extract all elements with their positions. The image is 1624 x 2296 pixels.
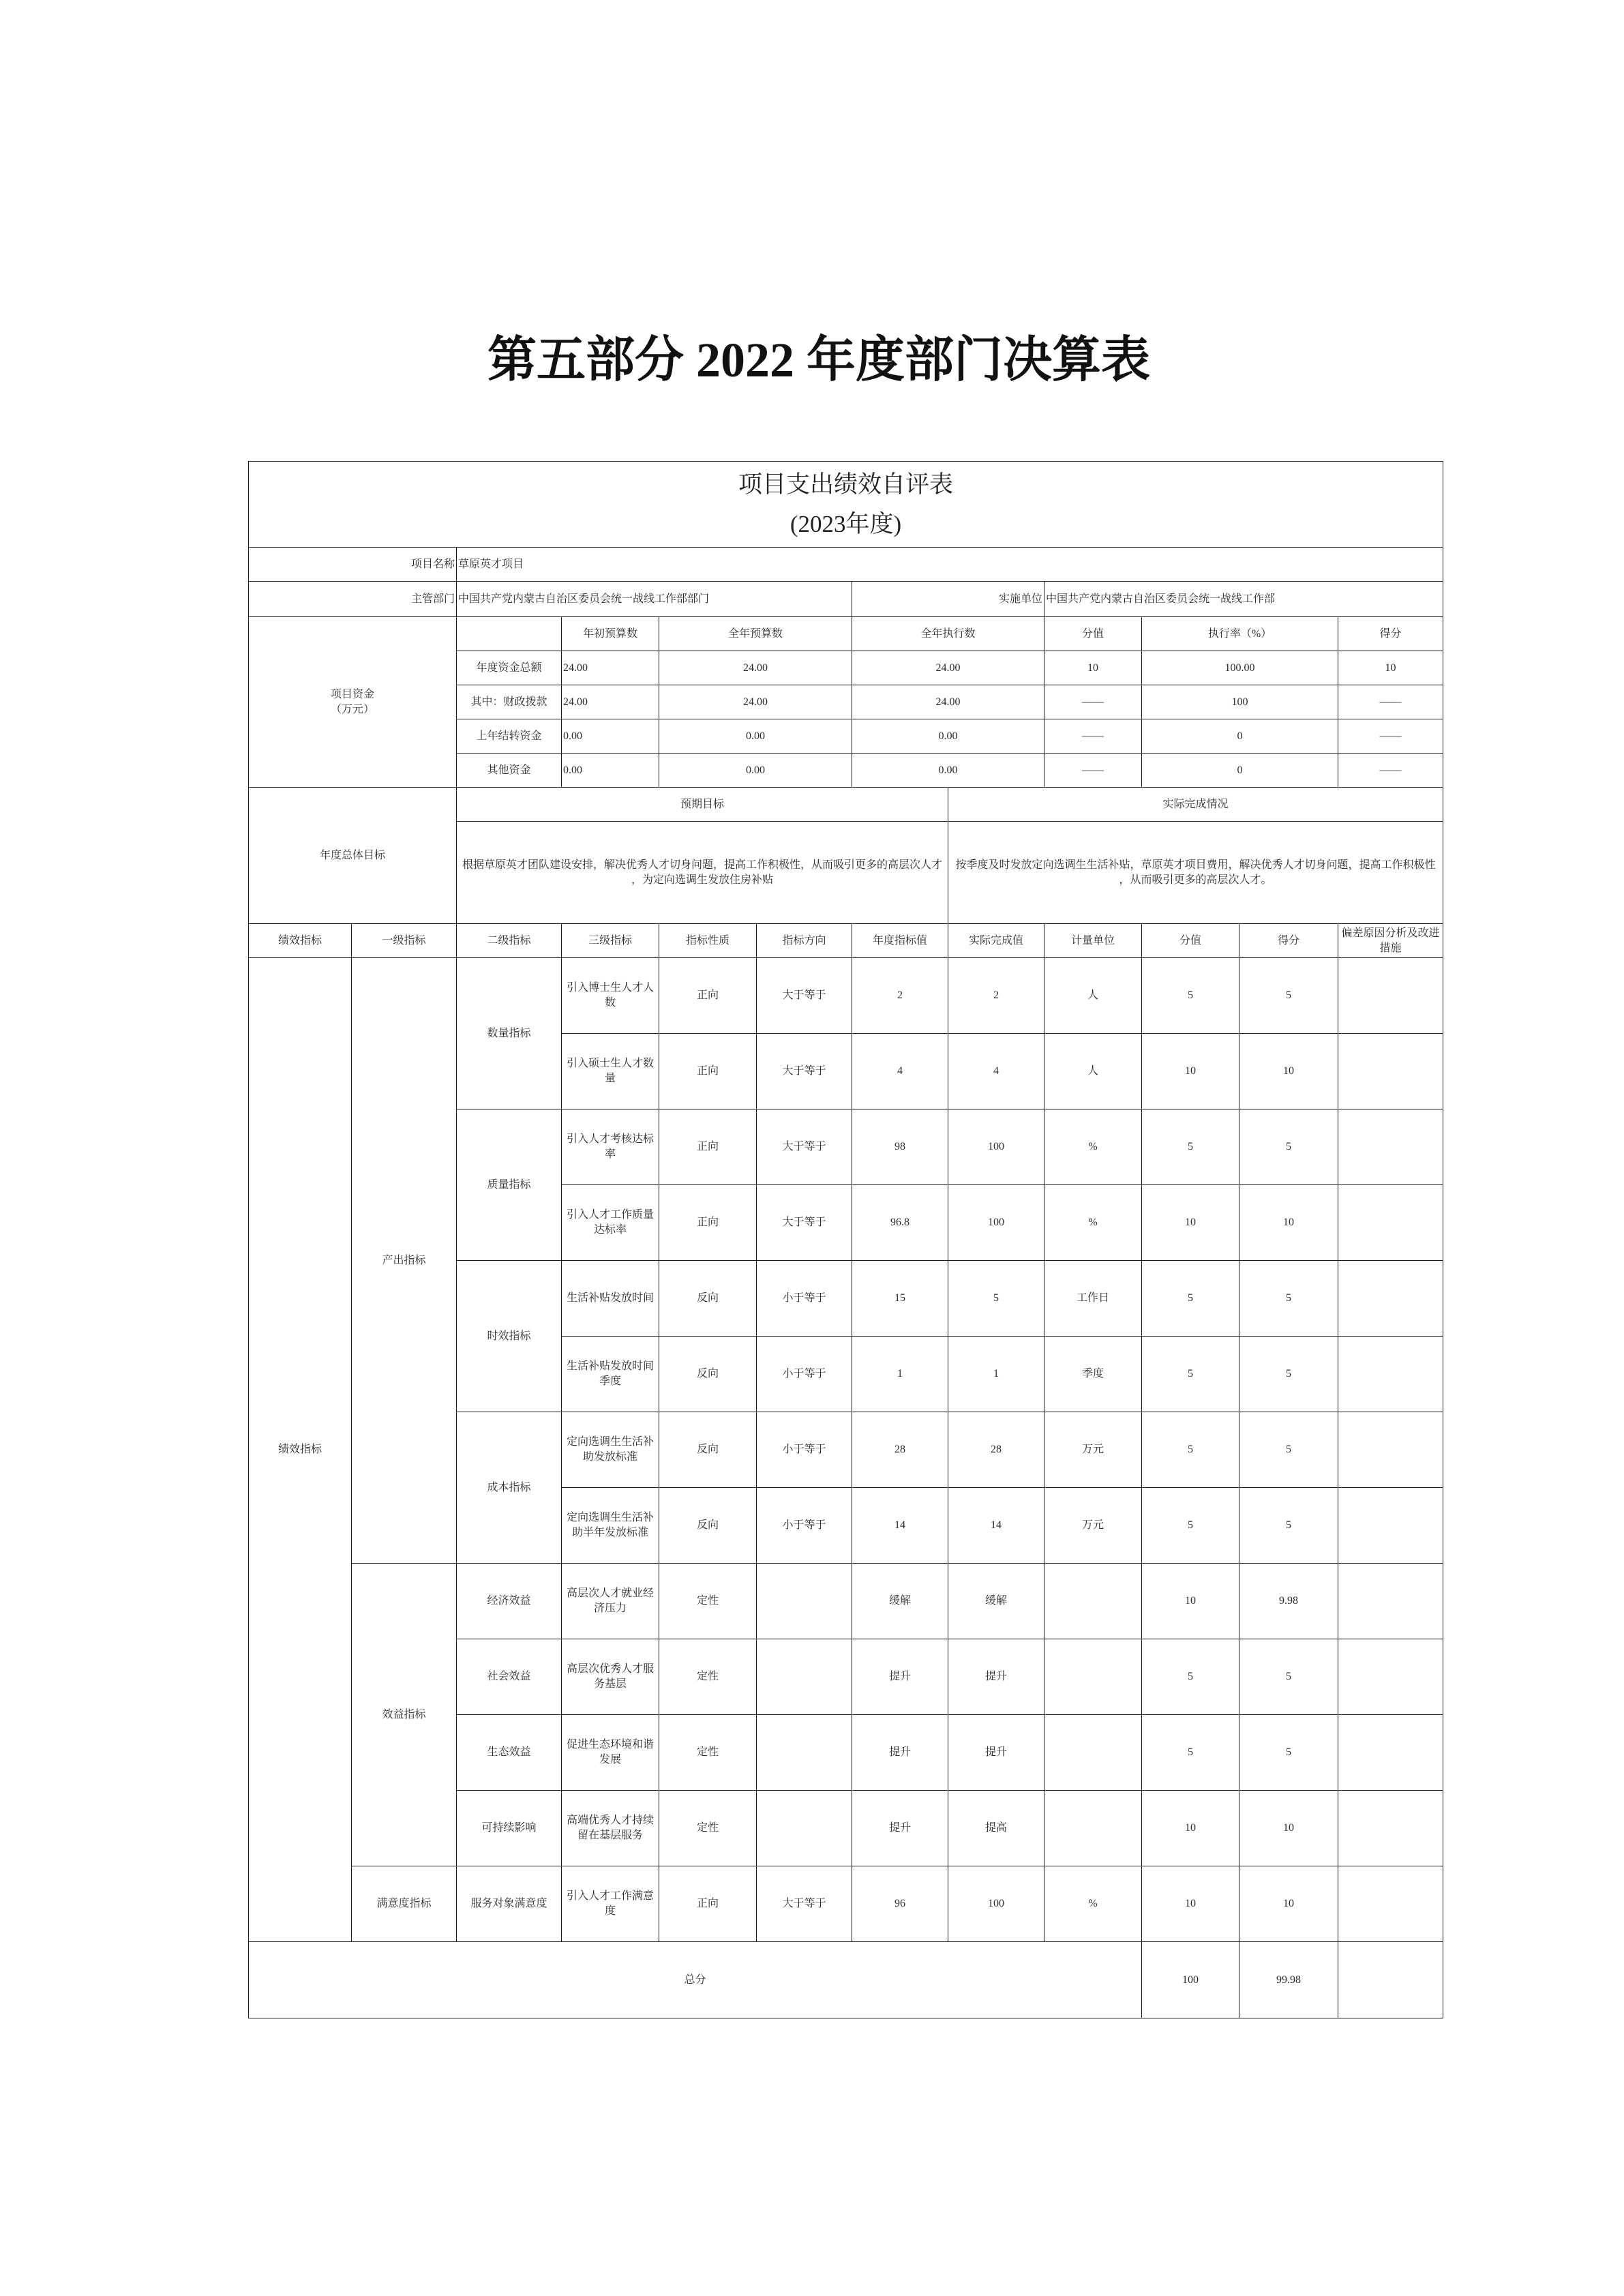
funds-score: —— [1338,754,1443,788]
funds-score-value: —— [1044,719,1142,754]
funds-executed: 0.00 [852,754,1044,788]
score-value-cell: 5 [1142,1109,1239,1185]
performance-self-evaluation-table [248,461,1443,2018]
unit-cell: 万元 [1044,1488,1142,1564]
nature-cell: 反向 [659,1488,757,1564]
target-value-cell: 15 [852,1261,948,1337]
expected-goal-text: 根据草原英才团队建设安排，解决优秀人才切身问题，提高工作积极性，从而吸引更多的高层次人才，为定向选调生发放住房补贴 [457,822,948,924]
funds-row-label: 年度资金总额 [457,651,562,685]
level2-sustainability: 可持续影响 [457,1791,562,1866]
target-value-cell: 提升 [852,1791,948,1866]
level2-ecological: 生态效益 [457,1715,562,1791]
perf-header-unit: 计量单位 [1044,924,1142,958]
funds-rate: 100 [1142,685,1338,719]
nature-cell: 定性 [659,1564,757,1639]
score-value-cell: 10 [1142,1791,1239,1866]
actual-value-cell: 提高 [948,1791,1044,1866]
target-value-cell: 14 [852,1488,948,1564]
perf-header-level2: 二级指标 [457,924,562,958]
actual-value-cell: 14 [948,1488,1044,1564]
score-cell: 10 [1239,1791,1338,1866]
score-cell: 5 [1239,1715,1338,1791]
funds-rate: 0 [1142,719,1338,754]
deviation-cell [1338,1639,1443,1715]
score-value-cell: 5 [1142,1261,1239,1337]
funds-initial: 24.00 [562,651,659,685]
funds-label-line2: （万元） [330,703,374,715]
score-cell: 10 [1239,1866,1338,1942]
indicator-cell: 促进生态环境和谐发展 [562,1715,659,1791]
funds-row-label: 上年结转资金 [457,719,562,754]
funds-score-value: —— [1044,685,1142,719]
funds-rate: 0 [1142,754,1338,788]
direction-cell: 小于等于 [757,1261,852,1337]
target-value-cell: 4 [852,1034,948,1109]
perf-header-deviation: 偏差原因分析及改进措施 [1338,924,1443,958]
unit-cell: 万元 [1044,1412,1142,1488]
direction-cell: 大于等于 [757,1034,852,1109]
indicator-cell: 高层次优秀人才服务基层 [562,1639,659,1715]
perf-header-score-value: 分值 [1142,924,1239,958]
deviation-cell [1338,1564,1443,1639]
funds-executed: 24.00 [852,651,1044,685]
actual-value-cell: 2 [948,958,1044,1034]
funds-score-value: 10 [1044,651,1142,685]
funds-label-line1: 项目资金 [330,688,374,700]
deviation-cell [1338,1412,1443,1488]
actual-value-cell: 28 [948,1412,1044,1488]
score-value-cell: 10 [1142,1866,1239,1942]
target-value-cell: 96.8 [852,1185,948,1261]
score-value-cell: 10 [1142,1564,1239,1639]
target-value-cell: 提升 [852,1639,948,1715]
score-value-cell: 5 [1142,1639,1239,1715]
indicator-cell: 生活补贴发放时间季度 [562,1337,659,1412]
funds-label [249,617,457,788]
deviation-cell [1338,1866,1443,1942]
nature-cell: 正向 [659,1109,757,1185]
funds-executed: 24.00 [852,685,1044,719]
funds-score: 10 [1338,651,1443,685]
perf-header-score: 得分 [1239,924,1338,958]
perf-header-target: 年度指标值 [852,924,948,958]
score-value-cell: 5 [1142,1715,1239,1791]
level2-quantity: 数量指标 [457,958,562,1109]
unit-cell: % [1044,1185,1142,1261]
perf-category: 绩效指标 [249,958,352,1942]
deviation-cell [1338,1109,1443,1185]
table-title: 项目支出绩效自评表 [738,471,954,498]
level2-cost: 成本指标 [457,1412,562,1564]
total-score: 99.98 [1239,1942,1338,2018]
score-value-cell: 5 [1142,1412,1239,1488]
funds-score-value: —— [1044,754,1142,788]
direction-cell: 大于等于 [757,1109,852,1185]
funds-header-score-value: 分值 [1044,617,1142,651]
deviation-cell [1338,1034,1443,1109]
perf-header-level1: 一级指标 [352,924,457,958]
funds-annual: 0.00 [659,719,852,754]
nature-cell: 反向 [659,1337,757,1412]
unit-cell [1044,1791,1142,1866]
unit-cell [1044,1715,1142,1791]
indicator-cell: 引入人才工作满意度 [562,1866,659,1942]
level2-quality: 质量指标 [457,1109,562,1261]
funds-annual: 24.00 [659,685,852,719]
department-label: 主管部门 [249,582,457,617]
direction-cell: 小于等于 [757,1488,852,1564]
indicator-cell: 高层次人才就业经济压力 [562,1564,659,1639]
unit-cell: % [1044,1109,1142,1185]
funds-header-annual: 全年预算数 [659,617,852,651]
perf-header-nature: 指标性质 [659,924,757,958]
nature-cell: 定性 [659,1639,757,1715]
actual-value-cell: 1 [948,1337,1044,1412]
deviation-cell [1338,1185,1443,1261]
actual-value-cell: 100 [948,1109,1044,1185]
score-value-cell: 5 [1142,1488,1239,1564]
deviation-cell [1338,1791,1443,1866]
direction-cell: 小于等于 [757,1412,852,1488]
level2-service-satisfaction: 服务对象满意度 [457,1866,562,1942]
actual-value-cell: 5 [948,1261,1044,1337]
indicator-cell: 引入人才考核达标率 [562,1109,659,1185]
table-title-cell [249,462,1443,548]
score-cell: 5 [1239,1261,1338,1337]
target-value-cell: 缓解 [852,1564,948,1639]
indicator-cell: 引入硕士生人才数量 [562,1034,659,1109]
score-cell: 5 [1239,1109,1338,1185]
funds-annual: 24.00 [659,651,852,685]
score-cell: 10 [1239,1185,1338,1261]
deviation-cell [1338,958,1443,1034]
target-value-cell: 提升 [852,1715,948,1791]
perf-header-actual: 实际完成值 [948,924,1044,958]
perf-header-level3: 三级指标 [562,924,659,958]
page-title: 第五部分 2022 年度部门决算表 [487,333,1150,387]
nature-cell: 正向 [659,958,757,1034]
actual-value-cell: 4 [948,1034,1044,1109]
indicator-cell: 引入人才工作质量达标率 [562,1185,659,1261]
unit-cell [1044,1639,1142,1715]
target-value-cell: 96 [852,1866,948,1942]
department-value: 中国共产党内蒙古自治区委员会统一战线工作部部门 [457,582,852,617]
indicator-cell: 引入博士生人才人数 [562,958,659,1034]
funds-annual: 0.00 [659,754,852,788]
target-value-cell: 1 [852,1337,948,1412]
score-cell: 5 [1239,1337,1338,1412]
indicator-cell: 生活补贴发放时间 [562,1261,659,1337]
actual-value-cell: 缓解 [948,1564,1044,1639]
direction-cell [757,1715,852,1791]
direction-cell: 大于等于 [757,958,852,1034]
score-cell: 5 [1239,1639,1338,1715]
unit-cell: 工作日 [1044,1261,1142,1337]
funds-header-initial: 年初预算数 [562,617,659,651]
target-value-cell: 98 [852,1109,948,1185]
funds-row-label: 其中：财政拨款 [457,685,562,719]
score-value-cell: 10 [1142,1034,1239,1109]
direction-cell: 大于等于 [757,1866,852,1942]
annual-goals-label: 年度总体目标 [249,788,457,924]
expected-goal-header: 预期目标 [457,788,948,822]
indicator-cell: 定向选调生生活补助半年发放标准 [562,1488,659,1564]
level1-satisfaction: 满意度指标 [352,1866,457,1942]
funds-header-score: 得分 [1338,617,1443,651]
total-score-value: 100 [1142,1942,1239,2018]
level1-benefit: 效益指标 [352,1564,457,1866]
indicator-cell: 定向选调生生活补助发放标准 [562,1412,659,1488]
funds-rate: 100.00 [1142,651,1338,685]
implementer-label: 实施单位 [852,582,1044,617]
direction-cell: 大于等于 [757,1185,852,1261]
funds-executed: 0.00 [852,719,1044,754]
perf-header-category: 绩效指标 [249,924,352,958]
actual-value-cell: 100 [948,1866,1044,1942]
project-name-value: 草原英才项目 [457,548,1443,582]
actual-completion-text: 按季度及时发放定向选调生生活补贴，草原英才项目费用，解决优秀人才切身问题，提高工作积极性，从而吸引更多的高层次人才。 [948,822,1443,924]
score-cell: 5 [1239,1488,1338,1564]
funds-header-executed: 全年执行数 [852,617,1044,651]
unit-cell [1044,1564,1142,1639]
unit-cell: % [1044,1866,1142,1942]
nature-cell: 定性 [659,1791,757,1866]
project-name-label: 项目名称 [249,548,457,582]
funds-score: —— [1338,685,1443,719]
target-value-cell: 28 [852,1412,948,1488]
nature-cell: 反向 [659,1412,757,1488]
score-value-cell: 10 [1142,1185,1239,1261]
level2-economic: 经济效益 [457,1564,562,1639]
deviation-cell [1338,1337,1443,1412]
level1-output: 产出指标 [352,958,457,1564]
direction-cell [757,1639,852,1715]
deviation-cell [1338,1488,1443,1564]
direction-cell [757,1791,852,1866]
score-cell: 9.98 [1239,1564,1338,1639]
score-cell: 5 [1239,958,1338,1034]
funds-initial: 0.00 [562,754,659,788]
deviation-cell [1338,1715,1443,1791]
unit-cell: 人 [1044,958,1142,1034]
unit-cell: 季度 [1044,1337,1142,1412]
indicator-cell: 高端优秀人才持续留在基层服务 [562,1791,659,1866]
direction-cell: 小于等于 [757,1337,852,1412]
actual-value-cell: 100 [948,1185,1044,1261]
unit-cell: 人 [1044,1034,1142,1109]
target-value-cell: 2 [852,958,948,1034]
nature-cell: 正向 [659,1034,757,1109]
funds-score: —— [1338,719,1443,754]
implementer-value: 中国共产党内蒙古自治区委员会统一战线工作部 [1044,582,1443,617]
funds-header-blank [457,617,562,651]
funds-initial: 24.00 [562,685,659,719]
actual-completion-header: 实际完成情况 [948,788,1443,822]
nature-cell: 定性 [659,1715,757,1791]
score-value-cell: 5 [1142,958,1239,1034]
total-deviation-cell [1338,1942,1443,2018]
nature-cell: 正向 [659,1185,757,1261]
level2-timeliness: 时效指标 [457,1261,562,1412]
funds-header-rate: 执行率（%） [1142,617,1338,651]
deviation-cell [1338,1261,1443,1337]
table-year: (2023年度) [790,510,902,537]
score-value-cell: 5 [1142,1337,1239,1412]
level2-social: 社会效益 [457,1639,562,1715]
total-label: 总分 [249,1942,1142,2018]
nature-cell: 反向 [659,1261,757,1337]
actual-value-cell: 提升 [948,1715,1044,1791]
score-cell: 10 [1239,1034,1338,1109]
nature-cell: 正向 [659,1866,757,1942]
funds-initial: 0.00 [562,719,659,754]
funds-row-label: 其他资金 [457,754,562,788]
score-cell: 5 [1239,1412,1338,1488]
perf-header-direction: 指标方向 [757,924,852,958]
actual-value-cell: 提升 [948,1639,1044,1715]
direction-cell [757,1564,852,1639]
